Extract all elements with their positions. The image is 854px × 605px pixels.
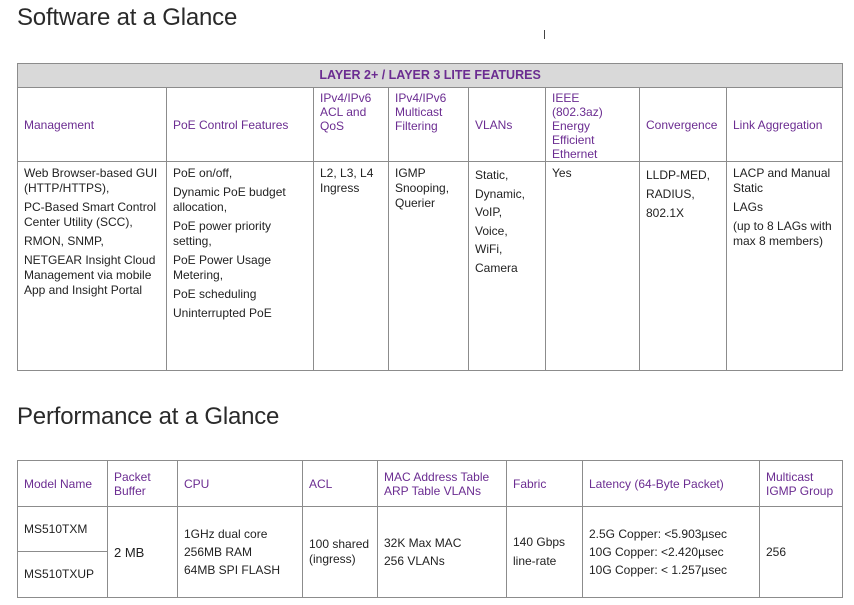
performance-section-title: Performance at a Glance [17, 403, 280, 430]
software-section-title: Software at a Glance [17, 4, 238, 31]
cpu-item: 64MB SPI FLASH [184, 563, 281, 577]
multicast-cell [389, 162, 469, 371]
poe-item: Dynamic PoE budget allocation, [173, 185, 286, 214]
model-name-cell: MS510TXUP [18, 552, 108, 598]
vlan-item: Static, [475, 168, 509, 182]
mac-cell [378, 507, 507, 598]
vlan-item: Dynamic, [475, 186, 526, 201]
acl-qos-cell [314, 162, 389, 371]
multicast-group-cell: 256 [760, 507, 843, 598]
perf-col-model: Model Name [18, 461, 108, 507]
convergence-item: 802.1X [646, 206, 685, 220]
col-convergence: Convergence [640, 88, 727, 162]
convergence-item: RADIUS, [646, 187, 695, 201]
text-cursor [544, 30, 545, 39]
fabric-item: 140 Gbps [513, 535, 566, 549]
eee-value: Yes [552, 166, 572, 180]
col-multicast-filtering: IPv4/IPv6 Multicast Filtering [389, 88, 469, 162]
management-cell [18, 162, 167, 371]
management-item: PC-Based Smart Control Center Utility (SCC), [24, 200, 157, 229]
latency-item: 2.5G Copper: <5.903µsec [589, 527, 727, 541]
perf-col-fabric: Fabric [507, 461, 583, 507]
mac-item: 32K Max MAC [384, 536, 462, 550]
software-table [17, 63, 843, 371]
link-agg-cell [727, 162, 843, 371]
poe-item: PoE scheduling [173, 287, 257, 301]
eee-cell [546, 162, 640, 371]
features-banner: LAYER 2+ / LAYER 3 LITE FEATURES [18, 64, 843, 88]
col-vlans: VLANs [469, 88, 546, 162]
management-item: RMON, SNMP, [24, 234, 104, 248]
management-item: Web Browser-based GUI (HTTP/HTTPS), [24, 166, 158, 195]
acl-cell: 100 shared (ingress) [303, 507, 378, 598]
vlan-item: VoIP, [475, 205, 503, 219]
multicast-value: IGMP Snooping, Querier [395, 166, 450, 210]
management-item: NETGEAR Insight Cloud Management via mobile App and Insight Portal [24, 253, 156, 297]
packet-buffer-cell: 2 MB [108, 507, 178, 598]
convergence-item: LLDP-MED, [646, 168, 711, 182]
col-acl-qos: IPv4/IPv6 ACL and QoS [314, 88, 389, 162]
poe-cell [167, 162, 314, 371]
cpu-item: 1GHz dual core [184, 527, 268, 541]
latency-item: 10G Copper: <2.420µsec [589, 545, 724, 559]
cpu-cell [178, 507, 303, 598]
poe-item: PoE on/off, [173, 166, 233, 180]
col-management: Management [18, 88, 167, 162]
convergence-cell [640, 162, 727, 371]
perf-col-mac: MAC Address Table ARP Table VLANs [378, 461, 507, 507]
vlan-item: Voice, [475, 223, 508, 238]
perf-col-latency: Latency (64-Byte Packet) [583, 461, 760, 507]
poe-item: PoE Power Usage Metering, [173, 253, 272, 282]
perf-col-multicast: Multicast IGMP Group [760, 461, 843, 507]
cpu-item: 256MB RAM [184, 545, 253, 559]
vlans-cell [469, 162, 546, 371]
col-eee: IEEE (802.3az) Energy Efficient Ethernet [546, 88, 640, 162]
model-name-cell: MS510TXM [18, 507, 108, 552]
col-link-aggregation: Link Aggregation [727, 88, 843, 162]
perf-col-buffer: Packet Buffer [108, 461, 178, 507]
vlan-item: Camera [475, 260, 518, 275]
acl-qos-value: L2, L3, L4 Ingress [320, 166, 374, 195]
fabric-cell [507, 507, 583, 598]
latency-item: 10G Copper: < 1.257µsec [589, 563, 727, 577]
link-agg-item: LAGs [733, 200, 764, 214]
performance-table [17, 460, 843, 598]
link-agg-item: (up to 8 LAGs with max 8 members) [733, 219, 832, 248]
poe-item: PoE power priority setting, [173, 219, 272, 248]
vlan-item: WiFi, [475, 242, 503, 256]
perf-col-cpu: CPU [178, 461, 303, 507]
link-agg-item: LACP and Manual Static [733, 166, 831, 195]
perf-col-acl: ACL [303, 461, 378, 507]
col-poe-control: PoE Control Features [167, 88, 314, 162]
latency-cell [583, 507, 760, 598]
poe-item: Uninterrupted PoE [173, 306, 272, 320]
mac-item: 256 VLANs [384, 554, 445, 568]
fabric-item: line-rate [513, 554, 557, 568]
